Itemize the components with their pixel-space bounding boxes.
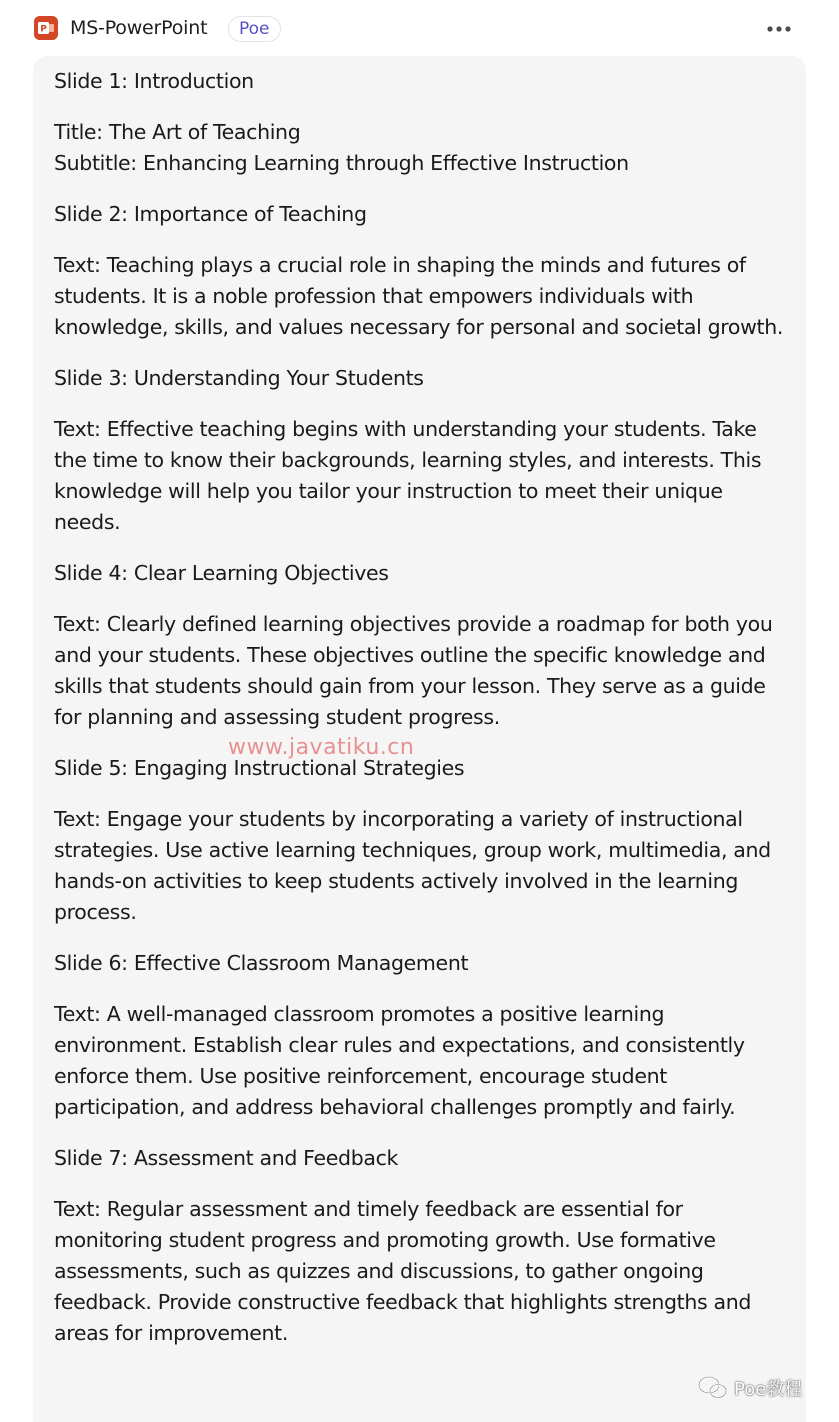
message-paragraph bbox=[54, 999, 792, 1123]
message-paragraph bbox=[54, 609, 792, 733]
message-line: Text: Regular assessment and timely feedback are essential for monitoring student progress and promoting growth. Use formative assessments, such as quizzes and discussions, to gather ongoing feedback. Provide constructive feedback that highlights strengths and areas for improvement. bbox=[54, 1197, 752, 1345]
message-line: Text: Engage your students by incorporating a variety of instructional strategies. Use active learning techniques, group work, multimedia, and hands-on activities to keep students actively involved in the learning process. bbox=[54, 807, 771, 924]
message-paragraph bbox=[54, 558, 792, 589]
more-options-button[interactable] bbox=[762, 18, 796, 40]
message-line: Slide 1: Introduction bbox=[54, 69, 254, 93]
message-line: Subtitle: Enhancing Learning through Effective Instruction bbox=[54, 151, 629, 175]
message-paragraph bbox=[54, 804, 792, 928]
powerpoint-icon[interactable] bbox=[34, 16, 58, 40]
message-line: Text: A well-managed classroom promotes a positive learning environment. Establish clear rules and expectations, and consistently enforce them. Use positive reinforcement, encourage student participation, and address behavioral challenges promptly and fairly. bbox=[54, 1002, 745, 1119]
message-paragraph bbox=[54, 414, 792, 538]
message-paragraph bbox=[54, 948, 792, 979]
message-line: Slide 7: Assessment and Feedback bbox=[54, 1146, 399, 1170]
message-line: Slide 6: Effective Classroom Management bbox=[54, 951, 469, 975]
bot-message-bubble bbox=[33, 56, 806, 1422]
message-line: Slide 4: Clear Learning Objectives bbox=[54, 561, 389, 585]
svg-text:P: P bbox=[40, 24, 47, 35]
message-paragraph bbox=[54, 363, 792, 394]
message-line: Text: Clearly defined learning objectives provide a roadmap for both you and your students. These objectives outline the specific knowledge and skills that students should gain from your lesson. They serve as a guide for planning and assessing student progress. bbox=[54, 612, 773, 729]
watermark-url: www.javatiku.cn bbox=[228, 735, 415, 760]
message-line: Text: Teaching plays a crucial role in shaping the minds and futures of students. It is a noble profession that empowers individuals with knowledge, skills, and values necessary for personal and societal growth. bbox=[54, 253, 784, 339]
poe-badge: Poe bbox=[228, 16, 281, 42]
message-line: Slide 2: Importance of Teaching bbox=[54, 202, 367, 226]
chat-header bbox=[0, 0, 839, 56]
message-paragraph bbox=[54, 250, 792, 343]
message-line: Slide 3: Understanding Your Students bbox=[54, 366, 424, 390]
message-paragraph bbox=[54, 199, 792, 230]
message-paragraph bbox=[54, 753, 792, 784]
more-horizontal-icon bbox=[766, 25, 792, 33]
message-line: Title: The Art of Teaching bbox=[54, 120, 301, 144]
message-line: Slide 5: Engaging Instructional Strategies bbox=[54, 756, 465, 780]
message-paragraph bbox=[54, 117, 792, 179]
message-paragraph bbox=[54, 66, 792, 97]
watermark-wechat-text: Poe教程 bbox=[734, 1379, 803, 1400]
message-paragraph bbox=[54, 1143, 792, 1174]
message-line: Text: Effective teaching begins with understanding your students. Take the time to know their backgrounds, learning styles, and interests. This knowledge will help you tailor your instruction to meet their unique needs. bbox=[54, 417, 762, 534]
message-paragraph bbox=[54, 1194, 792, 1349]
bot-name[interactable]: MS-PowerPoint bbox=[70, 17, 208, 39]
